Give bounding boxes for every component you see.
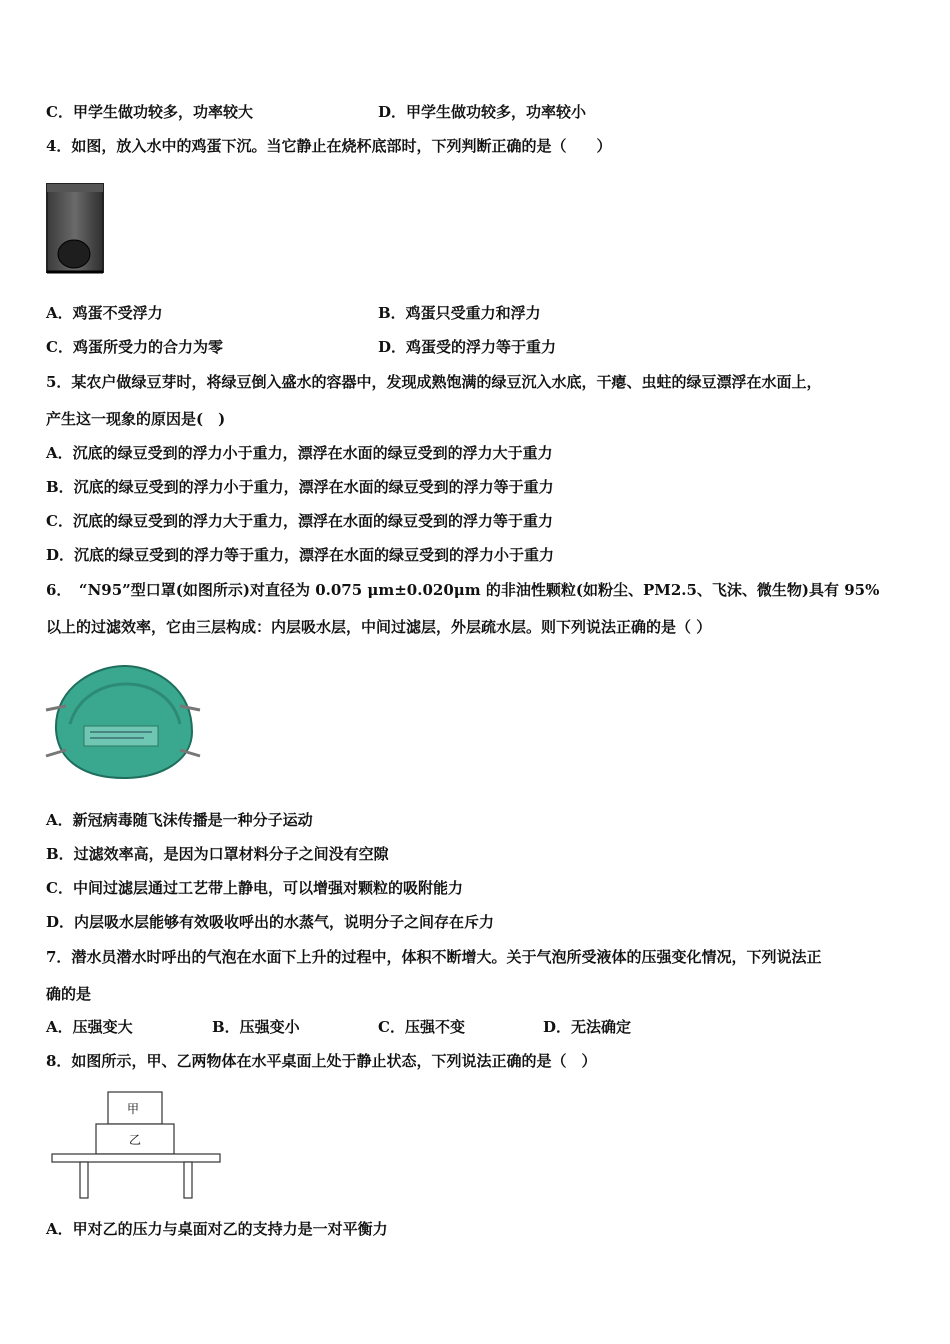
q3-option-c: C．甲学生做功较多，功率较大 xyxy=(46,103,253,121)
q5-option-a: A．沉底的绿豆受到的浮力小于重力，漂浮在水面的绿豆受到的浮力大于重力 xyxy=(46,444,553,462)
q7-option-d: D．无法确定 xyxy=(543,1018,632,1036)
q7-option-c: C．压强不变 xyxy=(378,1018,465,1036)
q8-stem: 8．如图所示，甲、乙两物体在水平桌面上处于静止状态，下列说法正确的是（ ） xyxy=(46,1052,597,1070)
q8-option-a: A．甲对乙的压力与桌面对乙的支持力是一对平衡力 xyxy=(46,1220,388,1238)
q4-stem: 4．如图，放入水中的鸡蛋下沉。当它静止在烧杯底部时，下列判断正确的是（ ） xyxy=(46,137,612,155)
q7-option-a: A．压强变大 xyxy=(46,1018,133,1036)
block-yi-label: 乙 xyxy=(129,1133,142,1147)
q7-stem-line2: 确的是 xyxy=(46,985,92,1003)
q3-option-d: D．甲学生做功较多，功率较小 xyxy=(378,103,587,121)
q6-option-b: B．过滤效率高，是因为口罩材料分子之间没有空隙 xyxy=(46,845,389,863)
block-jia-label: 甲 xyxy=(127,1102,140,1116)
q6-option-a: A．新冠病毒随飞沫传播是一种分子运动 xyxy=(46,811,313,829)
n95-mask-figure xyxy=(44,660,202,786)
q5-stem-line2: 产生这一现象的原因是( ) xyxy=(46,410,226,428)
q5-option-b: B．沉底的绿豆受到的浮力小于重力，漂浮在水面的绿豆受到的浮力等于重力 xyxy=(46,478,554,496)
q5-option-c: C．沉底的绿豆受到的浮力大于重力，漂浮在水面的绿豆受到的浮力等于重力 xyxy=(46,512,553,530)
q6-option-d: D．内层吸水层能够有效吸收呼出的水蒸气，说明分子之间存在斥力 xyxy=(46,913,495,931)
q7-stem-line1: 7．潜水员潜水时呼出的气泡在水面下上升的过程中，体积不断增大。关于气泡所受液体的压强变化情况，下列说法正 xyxy=(46,948,822,966)
q6-option-c: C．中间过滤层通过工艺带上静电，可以增强对颗粒的吸附能力 xyxy=(46,879,463,897)
q5-option-d: D．沉底的绿豆受到的浮力等于重力，漂浮在水面的绿豆受到的浮力小于重力 xyxy=(46,546,555,564)
q4-option-d: D．鸡蛋受的浮力等于重力 xyxy=(378,338,557,356)
q6-stem-line2: 以上的过滤效率，它由三层构成：内层吸水层，中间过滤层，外层疏水层。则下列说法正确的是（ ） xyxy=(46,618,712,636)
blocks-on-table-figure xyxy=(50,1090,222,1202)
q6-stem-line1: 6． “N95”型口罩(如图所示)对直径为 0.075 μm±0.020μm 的非油性颗粒(如粉尘、PM2.5、飞沫、微生物)具有 95% xyxy=(46,581,880,599)
q4-option-c: C．鸡蛋所受力的合力为零 xyxy=(46,338,223,356)
q5-stem-line1: 5．某农户做绿豆芽时，将绿豆倒入盛水的容器中，发现成熟饱满的绿豆沉入水底，干瘪、虫蛀的绿豆漂浮在水面上， xyxy=(46,373,822,391)
egg-in-beaker-figure xyxy=(44,182,108,280)
q4-option-b: B．鸡蛋只受重力和浮力 xyxy=(378,304,541,322)
q4-option-a: A．鸡蛋不受浮力 xyxy=(46,304,163,322)
q7-option-b: B．压强变小 xyxy=(212,1018,300,1036)
